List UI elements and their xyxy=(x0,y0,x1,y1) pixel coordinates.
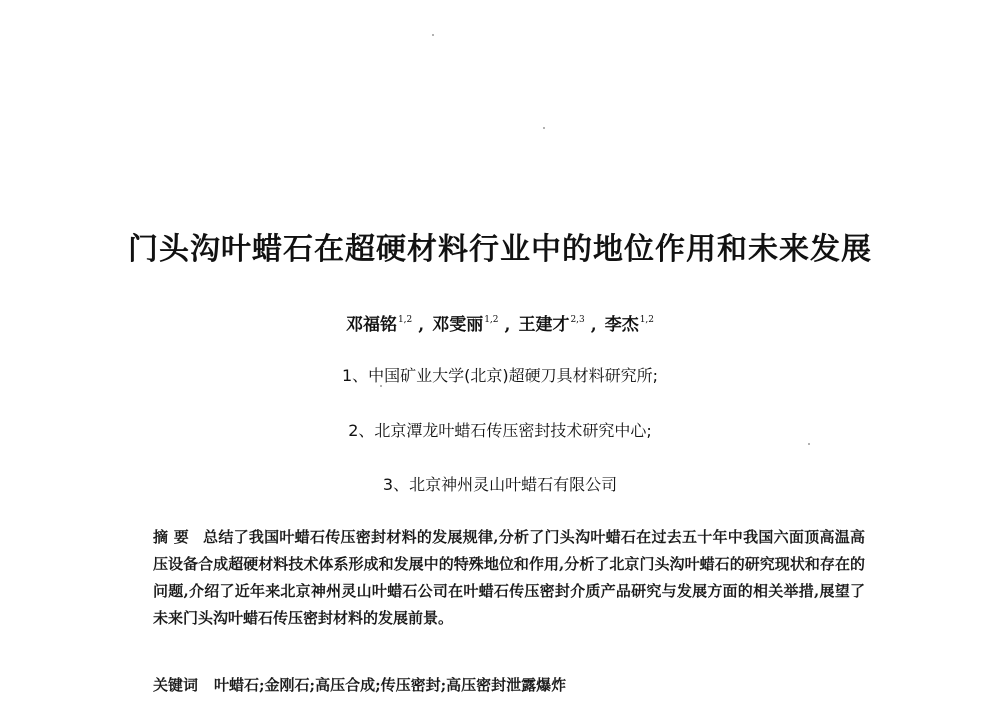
abstract-label: 摘 要 xyxy=(153,528,190,546)
paper-title: 门头沟叶蜡石在超硬材料行业中的地位作用和未来发展 xyxy=(128,232,872,267)
affiliation-1: 1、中国矿业大学(北京)超硬刀具材料研究所; xyxy=(341,366,659,385)
author-affiliation-mark: 1,2 xyxy=(397,315,413,325)
affiliation-2: 2、北京潭龙叶蜡石传压密封技术研究中心; xyxy=(348,421,652,440)
author-name: 邓雯丽 xyxy=(432,315,484,335)
scan-speck xyxy=(432,34,434,36)
author-separator: , xyxy=(590,315,597,335)
keywords-label: 关键词 xyxy=(153,676,199,694)
abstract-paragraph xyxy=(153,524,865,632)
author-separator: , xyxy=(504,315,511,335)
affiliation-3: 3、北京神州灵山叶蜡石有限公司 xyxy=(382,475,618,494)
scan-speck xyxy=(808,443,810,445)
keywords-line xyxy=(153,674,865,695)
author-name: 王建才 xyxy=(518,315,570,335)
author-list xyxy=(0,310,1000,335)
abstract-text: 总结了我国叶蜡石传压密封材料的发展规律,分析了门头沟叶蜡石在过去五十年中我国六面顶高温高压设备合成超硬材料技术体系形成和发展中的特殊地位和作用,分析了北京门头沟叶蜡石的研究现状和存在的问题,介绍了近年来北京神州灵山叶蜡石公司在叶蜡石传压密封介质产品研究与发展方面的相关举措,展望了未来门头沟叶蜡石传压密封材料的发展前景。 xyxy=(153,528,865,627)
scan-speck xyxy=(543,127,545,129)
author-affiliation-mark: 1,2 xyxy=(639,315,655,325)
author-separator: , xyxy=(418,315,425,335)
author-name: 李杰 xyxy=(604,315,639,335)
keywords-text: 叶蜡石;金刚石;高压合成;传压密封;高压密封泄露爆炸 xyxy=(214,676,567,694)
author-affiliation-mark: 2,3 xyxy=(570,315,585,325)
author-name: 邓福铭 xyxy=(345,315,397,335)
author-affiliation-mark: 1,2 xyxy=(484,315,499,325)
